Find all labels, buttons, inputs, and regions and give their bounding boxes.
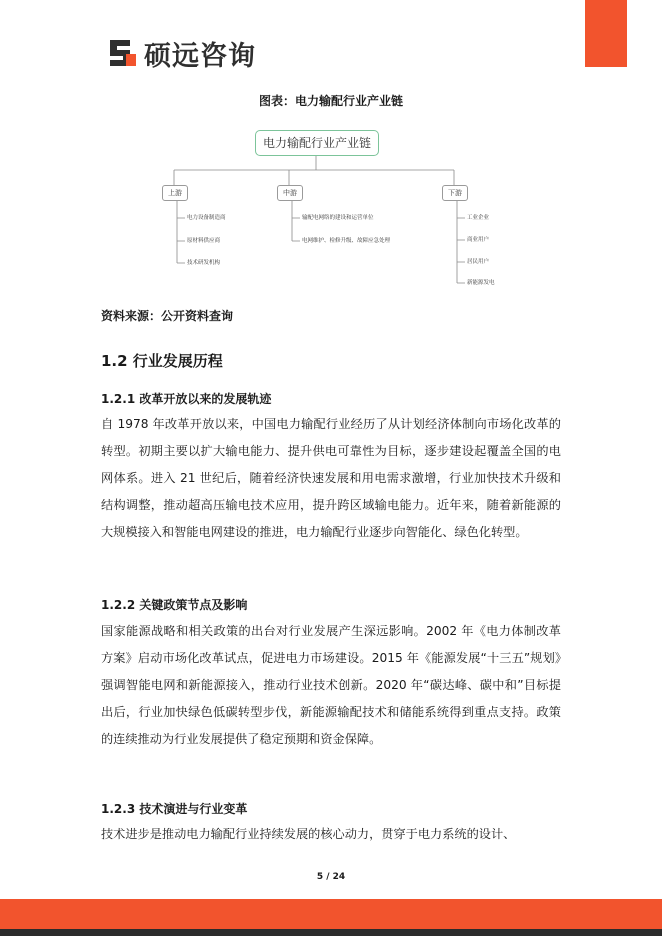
downstream-item: 工业企业 — [467, 215, 490, 221]
paragraph: 国家能源战略和相关政策的出台对行业发展产生深远影响。2002 年《电力体制改革方案》启动市场化改革试点，促进电力市场建设。2015 年《能源发展“十三五”规划》强调智能电网和新能源接入，推动行业技术创新。2020 年“碳达峰、碳中和”目标提出后，行业加快绿色低碳转型步伐，新能源输配技术和储能系统得到重点支持。政策的连续推动为行业发展提供了稳定预期和资金保障。 — [101, 624, 561, 746]
upstream-item: 原材料供应商 — [187, 238, 221, 244]
downstream-item: 商业用户 — [467, 237, 490, 243]
company-logo — [108, 36, 256, 70]
upstream-item: 电力设备制造商 — [187, 215, 226, 221]
subsection-heading: 1.2.3 技术演进与行业变革 — [101, 802, 248, 816]
logo-icon — [108, 38, 138, 68]
downstream-item: 居民用户 — [467, 259, 490, 265]
page-number: 5 / 24 — [316, 872, 346, 882]
logo-text: 硕远咨询 — [144, 40, 256, 72]
upstream-item: 技术研发机构 — [187, 260, 221, 266]
midstream-node: 中游 — [277, 185, 303, 201]
subsection-heading: 1.2.1 改革开放以来的发展轨迹 — [101, 392, 272, 406]
downstream-item: 新能源发电 — [467, 280, 495, 286]
upstream-node: 上游 — [162, 185, 188, 201]
chain-root-node: 电力输配行业产业链 — [255, 130, 379, 156]
figure-source: 资料来源：公开资料查询 — [101, 309, 234, 323]
section-heading: 1.2 行业发展历程 — [101, 352, 223, 370]
footer-dark-strip — [0, 929, 662, 936]
subsection-heading: 1.2.2 关键政策节点及影响 — [101, 598, 248, 612]
midstream-item: 电网维护、检修升级、故障应急处理 — [302, 238, 391, 244]
header-accent-bar — [585, 0, 627, 67]
footer-accent-bar — [0, 899, 662, 929]
paragraph: 自 1978 年改革开放以来，中国电力输配行业经历了从计划经济体制向市场化改革的转型。初期主要以扩大输电能力、提升供电可靠性为目标，逐步建设起覆盖全国的电网体系。进入 21 世纪后，随着经济快速发展和用电需求激增，行业加快技术升级和结构调整，推动超高压输电技术应用，提升跨区域输电能力。近年来，随着新能源的大规模接入和智能电网建设的推进，电力输配行业逐步向智能化、绿色化转型。 — [101, 417, 561, 539]
industry-chain-diagram — [150, 122, 518, 292]
midstream-item: 输配电网络的建设和运营单位 — [302, 215, 374, 221]
figure-title: 图表：电力输配行业产业链 — [258, 94, 403, 108]
paragraph: 技术进步是推动电力输配行业持续发展的核心动力，贯穿于电力系统的设计、 — [101, 827, 516, 841]
downstream-node: 下游 — [442, 185, 468, 201]
